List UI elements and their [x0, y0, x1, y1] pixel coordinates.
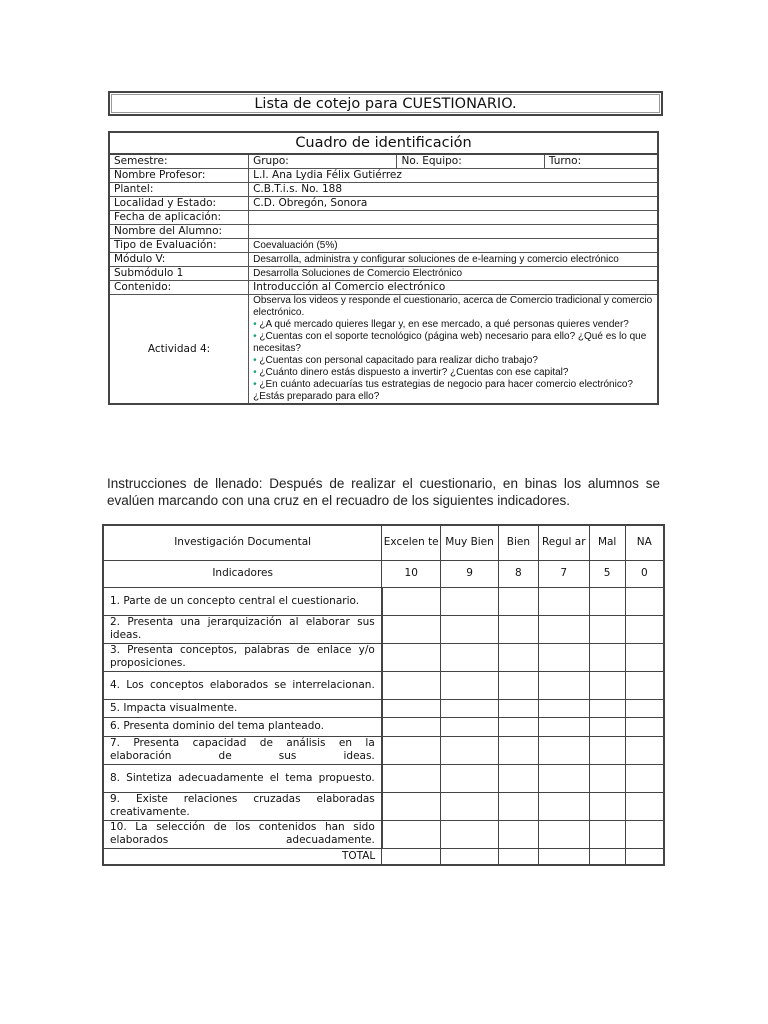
check-cell[interactable]: [441, 587, 499, 615]
bullet-icon: •: [253, 379, 257, 390]
check-cell[interactable]: [625, 615, 664, 643]
fecha-label: Fecha de aplicación:: [109, 211, 249, 225]
check-cell[interactable]: [625, 587, 664, 615]
check-cell[interactable]: [382, 820, 441, 848]
indicator-item: 3. Presenta conceptos, palabras de enlace y/o proposiciones.: [103, 643, 382, 671]
identification-table: [108, 131, 659, 405]
check-cell[interactable]: [382, 643, 441, 671]
indicator-item: 6. Presenta dominio del tema planteado.: [103, 717, 382, 736]
check-cell[interactable]: [538, 615, 589, 643]
check-cell[interactable]: [538, 764, 589, 792]
check-cell[interactable]: [441, 717, 499, 736]
col-header-mal: Mal: [589, 525, 625, 560]
bullet-icon: •: [253, 367, 257, 378]
check-cell[interactable]: [625, 717, 664, 736]
tipo-value: Coevaluación (5%): [249, 239, 658, 253]
check-cell[interactable]: [498, 764, 538, 792]
check-cell[interactable]: [538, 820, 589, 848]
check-cell[interactable]: [498, 671, 538, 699]
score-muy-bien: 9: [441, 560, 499, 587]
col-header-excelente: Excelen te: [382, 525, 441, 560]
check-cell[interactable]: [589, 615, 625, 643]
tipo-label: Tipo de Evaluación:: [109, 239, 249, 253]
fecha-value[interactable]: [249, 211, 658, 225]
check-cell[interactable]: [625, 699, 664, 717]
total-label: TOTAL: [103, 848, 382, 865]
instructions-text: Instrucciones de llenado: Después de realizar el cuestionario, en binas los alumnos se evalúen marcando con una cruz en el recuadro de los siguientes indicadores.: [107, 476, 660, 508]
check-cell[interactable]: [441, 736, 499, 764]
bullet-icon: •: [253, 331, 257, 342]
col1-header: Investigación Documental: [103, 525, 382, 560]
check-cell[interactable]: [589, 820, 625, 848]
check-cell[interactable]: [498, 699, 538, 717]
bullet-icon: •: [253, 355, 257, 366]
submodulo-label: Submódulo 1: [109, 267, 249, 281]
check-cell[interactable]: [589, 764, 625, 792]
contenido-value: Introducción al Comercio electrónico: [249, 281, 658, 295]
check-cell[interactable]: [538, 671, 589, 699]
check-cell[interactable]: [538, 587, 589, 615]
check-cell[interactable]: [382, 699, 441, 717]
actividad-item: • ¿Cuentas con el soporte tecnológico (página web) necesario para ello? ¿Qué es lo que necesitas?: [253, 331, 647, 354]
profesor-value: L.I. Ana Lydia Félix Gutiérrez: [249, 169, 658, 183]
actividad-content: [249, 295, 658, 405]
check-cell[interactable]: [589, 717, 625, 736]
check-cell[interactable]: [589, 792, 625, 820]
equipo-label: No. Equipo:: [397, 154, 544, 169]
check-cell[interactable]: [382, 717, 441, 736]
check-cell[interactable]: [498, 717, 538, 736]
actividad-item: • ¿Cuentas con personal capacitado para realizar dicho trabajo?: [253, 355, 538, 366]
score-regular: 7: [538, 560, 589, 587]
plantel-value: C.B.T.i.s. No. 188: [249, 183, 658, 197]
total-cell[interactable]: [498, 848, 538, 865]
score-bien: 8: [498, 560, 538, 587]
check-cell[interactable]: [538, 717, 589, 736]
check-cell[interactable]: [441, 643, 499, 671]
alumno-label: Nombre del Alumno:: [109, 225, 249, 239]
check-cell[interactable]: [498, 587, 538, 615]
check-cell[interactable]: [625, 736, 664, 764]
contenido-label: Contenido:: [109, 281, 249, 295]
check-cell[interactable]: [441, 792, 499, 820]
plantel-label: Plantel:: [109, 183, 249, 197]
total-cell[interactable]: [441, 848, 499, 865]
check-cell[interactable]: [382, 615, 441, 643]
actividad-label: Actividad 4:: [109, 295, 249, 405]
col-header-regular: Regul ar: [538, 525, 589, 560]
check-cell[interactable]: [538, 792, 589, 820]
check-cell[interactable]: [589, 643, 625, 671]
col-header-bien: Bien: [498, 525, 538, 560]
alumno-value[interactable]: [249, 225, 658, 239]
check-cell[interactable]: [498, 643, 538, 671]
check-cell[interactable]: [498, 615, 538, 643]
check-cell[interactable]: [498, 792, 538, 820]
actividad-item: • ¿A qué mercado quieres llegar y, en ese mercado, a qué personas quieres vender?: [253, 319, 629, 330]
identification-header: Cuadro de identificación: [109, 132, 658, 154]
modulo-value: Desarrolla, administra y configurar soluciones de e-learning y comercio electrónico: [249, 253, 658, 267]
check-cell[interactable]: [625, 792, 664, 820]
check-cell[interactable]: [382, 764, 441, 792]
indicadores-label: Indicadores: [103, 560, 382, 587]
total-cell[interactable]: [382, 848, 441, 865]
indicator-item: 10. La selección de los contenidos han sido elaborados adecuadamente.: [103, 820, 382, 848]
localidad-label: Localidad y Estado:: [109, 197, 249, 211]
bullet-icon: •: [253, 319, 257, 330]
check-cell[interactable]: [441, 699, 499, 717]
modulo-label: Módulo V:: [109, 253, 249, 267]
score-excelente: 10: [382, 560, 441, 587]
indicator-item: 7. Presenta capacidad de análisis en la elaboración de sus ideas.: [103, 736, 382, 764]
check-cell[interactable]: [538, 643, 589, 671]
indicator-item: 2. Presenta una jerarquización al elaborar sus ideas.: [103, 615, 382, 643]
check-cell[interactable]: [382, 792, 441, 820]
check-cell[interactable]: [382, 671, 441, 699]
indicator-item: 1. Parte de un concepto central el cuestionario.: [103, 587, 382, 615]
actividad-item: • ¿En cuánto adecuarías tus estrategias de negocio para hacer comercio electrónico? ¿Estás preparado para ello?: [253, 379, 633, 402]
check-cell[interactable]: [589, 699, 625, 717]
profesor-label: Nombre Profesor:: [109, 169, 249, 183]
indicator-item: 4. Los conceptos elaborados se interrelacionan.: [103, 671, 382, 699]
total-cell[interactable]: [538, 848, 589, 865]
total-cell[interactable]: [625, 848, 664, 865]
score-na: 0: [625, 560, 664, 587]
score-mal: 5: [589, 560, 625, 587]
check-cell[interactable]: [625, 764, 664, 792]
check-cell[interactable]: [498, 820, 538, 848]
indicator-item: 8. Sintetiza adecuadamente el tema propuesto.: [103, 764, 382, 792]
col-header-muy-bien: Muy Bien: [441, 525, 499, 560]
actividad-intro: Observa los videos y responde el cuestionario, acerca de Comercio tradicional y comercio electrónico.: [253, 295, 653, 318]
check-cell[interactable]: [538, 736, 589, 764]
check-cell[interactable]: [441, 671, 499, 699]
check-cell[interactable]: [589, 736, 625, 764]
check-cell[interactable]: [441, 764, 499, 792]
actividad-item: • ¿Cuánto dinero estás dispuesto a invertir? ¿Cuentas con ese capital?: [253, 367, 569, 378]
check-cell[interactable]: [441, 615, 499, 643]
evaluation-table: [102, 524, 665, 866]
check-cell[interactable]: [625, 820, 664, 848]
localidad-value: C.D. Obregón, Sonora: [249, 197, 658, 211]
check-cell[interactable]: [589, 587, 625, 615]
check-cell[interactable]: [441, 820, 499, 848]
indicator-item: 9. Existe relaciones cruzadas elaboradas creativamente.: [103, 792, 382, 820]
total-cell[interactable]: [589, 848, 625, 865]
check-cell[interactable]: [498, 736, 538, 764]
semestre-label: Semestre:: [109, 154, 249, 169]
indicator-item: 5. Impacta visualmente.: [103, 699, 382, 717]
check-cell[interactable]: [625, 643, 664, 671]
check-cell[interactable]: [382, 587, 441, 615]
grupo-label: Grupo:: [249, 154, 397, 169]
check-cell[interactable]: [625, 671, 664, 699]
page-title: Lista de cotejo para CUESTIONARIO.: [108, 91, 663, 116]
check-cell[interactable]: [382, 736, 441, 764]
turno-label: Turno:: [544, 154, 658, 169]
submodulo-value: Desarrolla Soluciones de Comercio Electrónico: [249, 267, 658, 281]
check-cell[interactable]: [589, 671, 625, 699]
col-header-na: NA: [625, 525, 664, 560]
check-cell[interactable]: [538, 699, 589, 717]
